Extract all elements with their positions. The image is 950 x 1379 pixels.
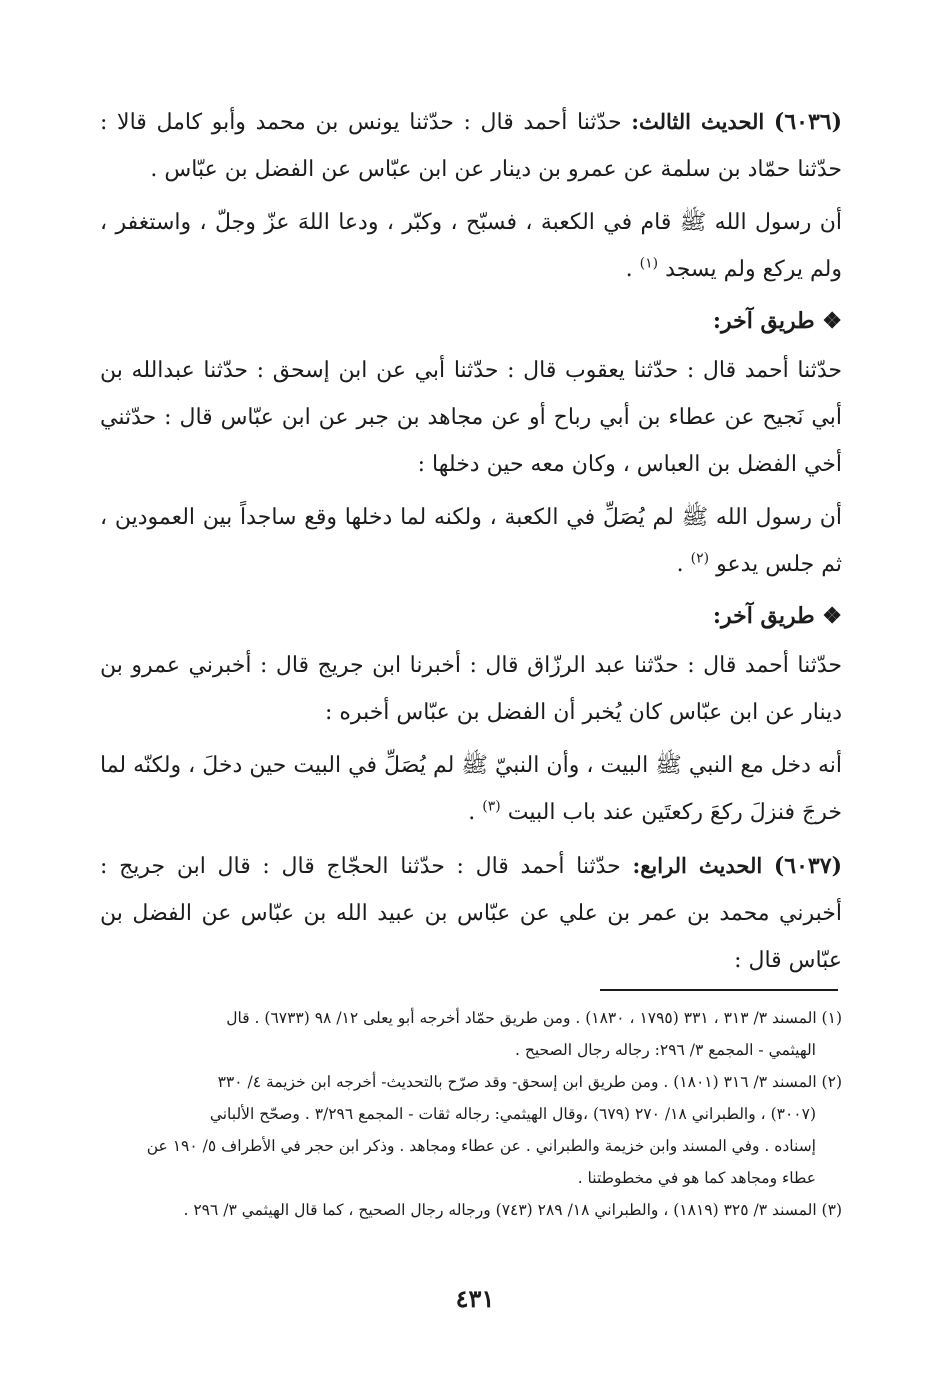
hadith-4-paragraph [100,842,842,984]
footnote-1 [92,1002,842,1066]
footnote-line: (٣٠٠٧) ، والطبراني ١٨/ ٢٧٠ (٦٧٩) ،وقال الهيثمي: رجاله ثقات - المجمع ٣/٢٩٦ . وصحّح الألباني [209,1105,816,1123]
footnote-ref: (١) [639,255,659,272]
footnote-line: (١) المسند ٣/ ٣١٣ ، ٣٣١ (١٧٩٥ ، ١٨٣٠) . ومن طريق حمّاد أخرجه أبو يعلى ١٢/ ٩٨ (٦٧٣٣) . قال [226,1009,842,1027]
footnote-ref: (٢) [690,550,710,567]
footnote-2 [92,1066,842,1194]
paragraph-end: . [468,800,476,825]
footnote-line: الهيثمي - المجمع ٣/ ٢٩٦: رجاله رجال الصحيح . [515,1041,816,1059]
page-number: ٤٣١ [455,1284,495,1313]
hadith-chain: حدّثنا أحمد قال : حدّثنا الحجّاج قال : قال ابن جريج : أخبرني محمد بن عمر بن علي عن عبّاس بن عبيد الله بن عبّاس عن الفضل بن عبّاس قال : [100,854,842,973]
footnote-divider [600,989,838,991]
paragraph-text: أن رسول الله ﷺ قام في الكعبة ، فسبّح ، وكبّر ، ودعا اللهَ عزّ وجلّ ، واستغفر ، ولم يركع ولم يسجد [100,210,842,282]
route-chain-paragraph [100,642,842,736]
hadith-title: الحديث الرابع: [632,853,763,878]
subheading-route: ❖ طريق آخر: [712,603,842,629]
hadith-chain: حدّثنا أحمد قال : حدّثنا يونس بن محمد وأبو كامل قالا : حدّثنا حمّاد بن سلمة عن عمرو بن دينار عن ابن عبّاس عن الفضل بن عبّاس . [100,110,842,182]
paragraph-text: حدّثنا أحمد قال : حدّثنا عبد الرزّاق قال : أخبرنا ابن جريج قال : أخبرني عمرو بن دينار عن ابن عبّاس كان يُخبر أن الفضل بن عبّاس أخبره : [100,653,842,725]
route-chain-paragraph [100,347,842,488]
hadith-title: الحديث الثالث: [631,109,765,134]
paragraph-text: أنه دخل مع النبي ﷺ البيت ، وأن النبيّ ﷺ لم يُصَلِّ في البيت حين دخلَ ، ولكنّه لما خرجَ فنزلَ ركعَ ركعتَين عند باب البيت [100,753,842,825]
paragraph-end: . [625,257,633,282]
hadith-number: (٦٠٣٦) [773,109,842,135]
main-text [100,98,842,990]
paragraph-text: أن رسول الله ﷺ لم يُصَلِّ في الكعبة ، ولكنه لما دخلها وقع ساجداً بين العمودين ، ثم جلس يدعو [100,505,842,577]
footnote-3 [92,1194,842,1226]
footnote-line: عطاء ومجاهد كما هو في مخطوطتنا . [577,1169,816,1187]
hadith-text-paragraph [100,494,842,588]
subheading-route: ❖ طريق آخر: [712,308,842,334]
hadith-3-paragraph [100,98,842,193]
paragraph-end: . [676,552,684,577]
hadith-text-paragraph [100,742,842,836]
paragraph-text: حدّثنا أحمد قال : حدّثنا يعقوب قال : حدّثنا أبي عن ابن إسحق : حدّثنا عبدالله بن أبي نَجيح عن عطاء بن أبي رباح أو عن مجاهد بن جبر عن ابن عبّاس قال : حدّثني أخي الفضل بن العباس ، وكان معه حين دخلها : [100,358,842,477]
footnotes [92,1002,842,1226]
hadith-text-paragraph [100,199,842,293]
footnote-line: (٢) المسند ٣/ ٣١٦ (١٨٠١) . ومن طريق ابن إسحق- وقد صرّح بالتحديث- أخرجه ابن خزيمة ٤/ ٣٣٠ [217,1073,842,1091]
footnote-line: (٣) المسند ٣/ ٣٢٥ (١٨١٩) ، والطبراني ١٨/ ٢٨٩ (٧٤٣) ورجاله رجال الصحيح ، كما قال الهيثمي ٣/ ٢٩٦ . [183,1201,842,1219]
hadith-number: (٦٠٣٧) [773,853,842,879]
footnote-ref: (٣) [482,798,501,815]
footnote-line: إسناده . وفي المسند وابن خزيمة والطبراني . عن عطاء ومجاهد . وذكر ابن حجر في الأطراف ٥/ ١٩٠ عن [146,1137,816,1155]
